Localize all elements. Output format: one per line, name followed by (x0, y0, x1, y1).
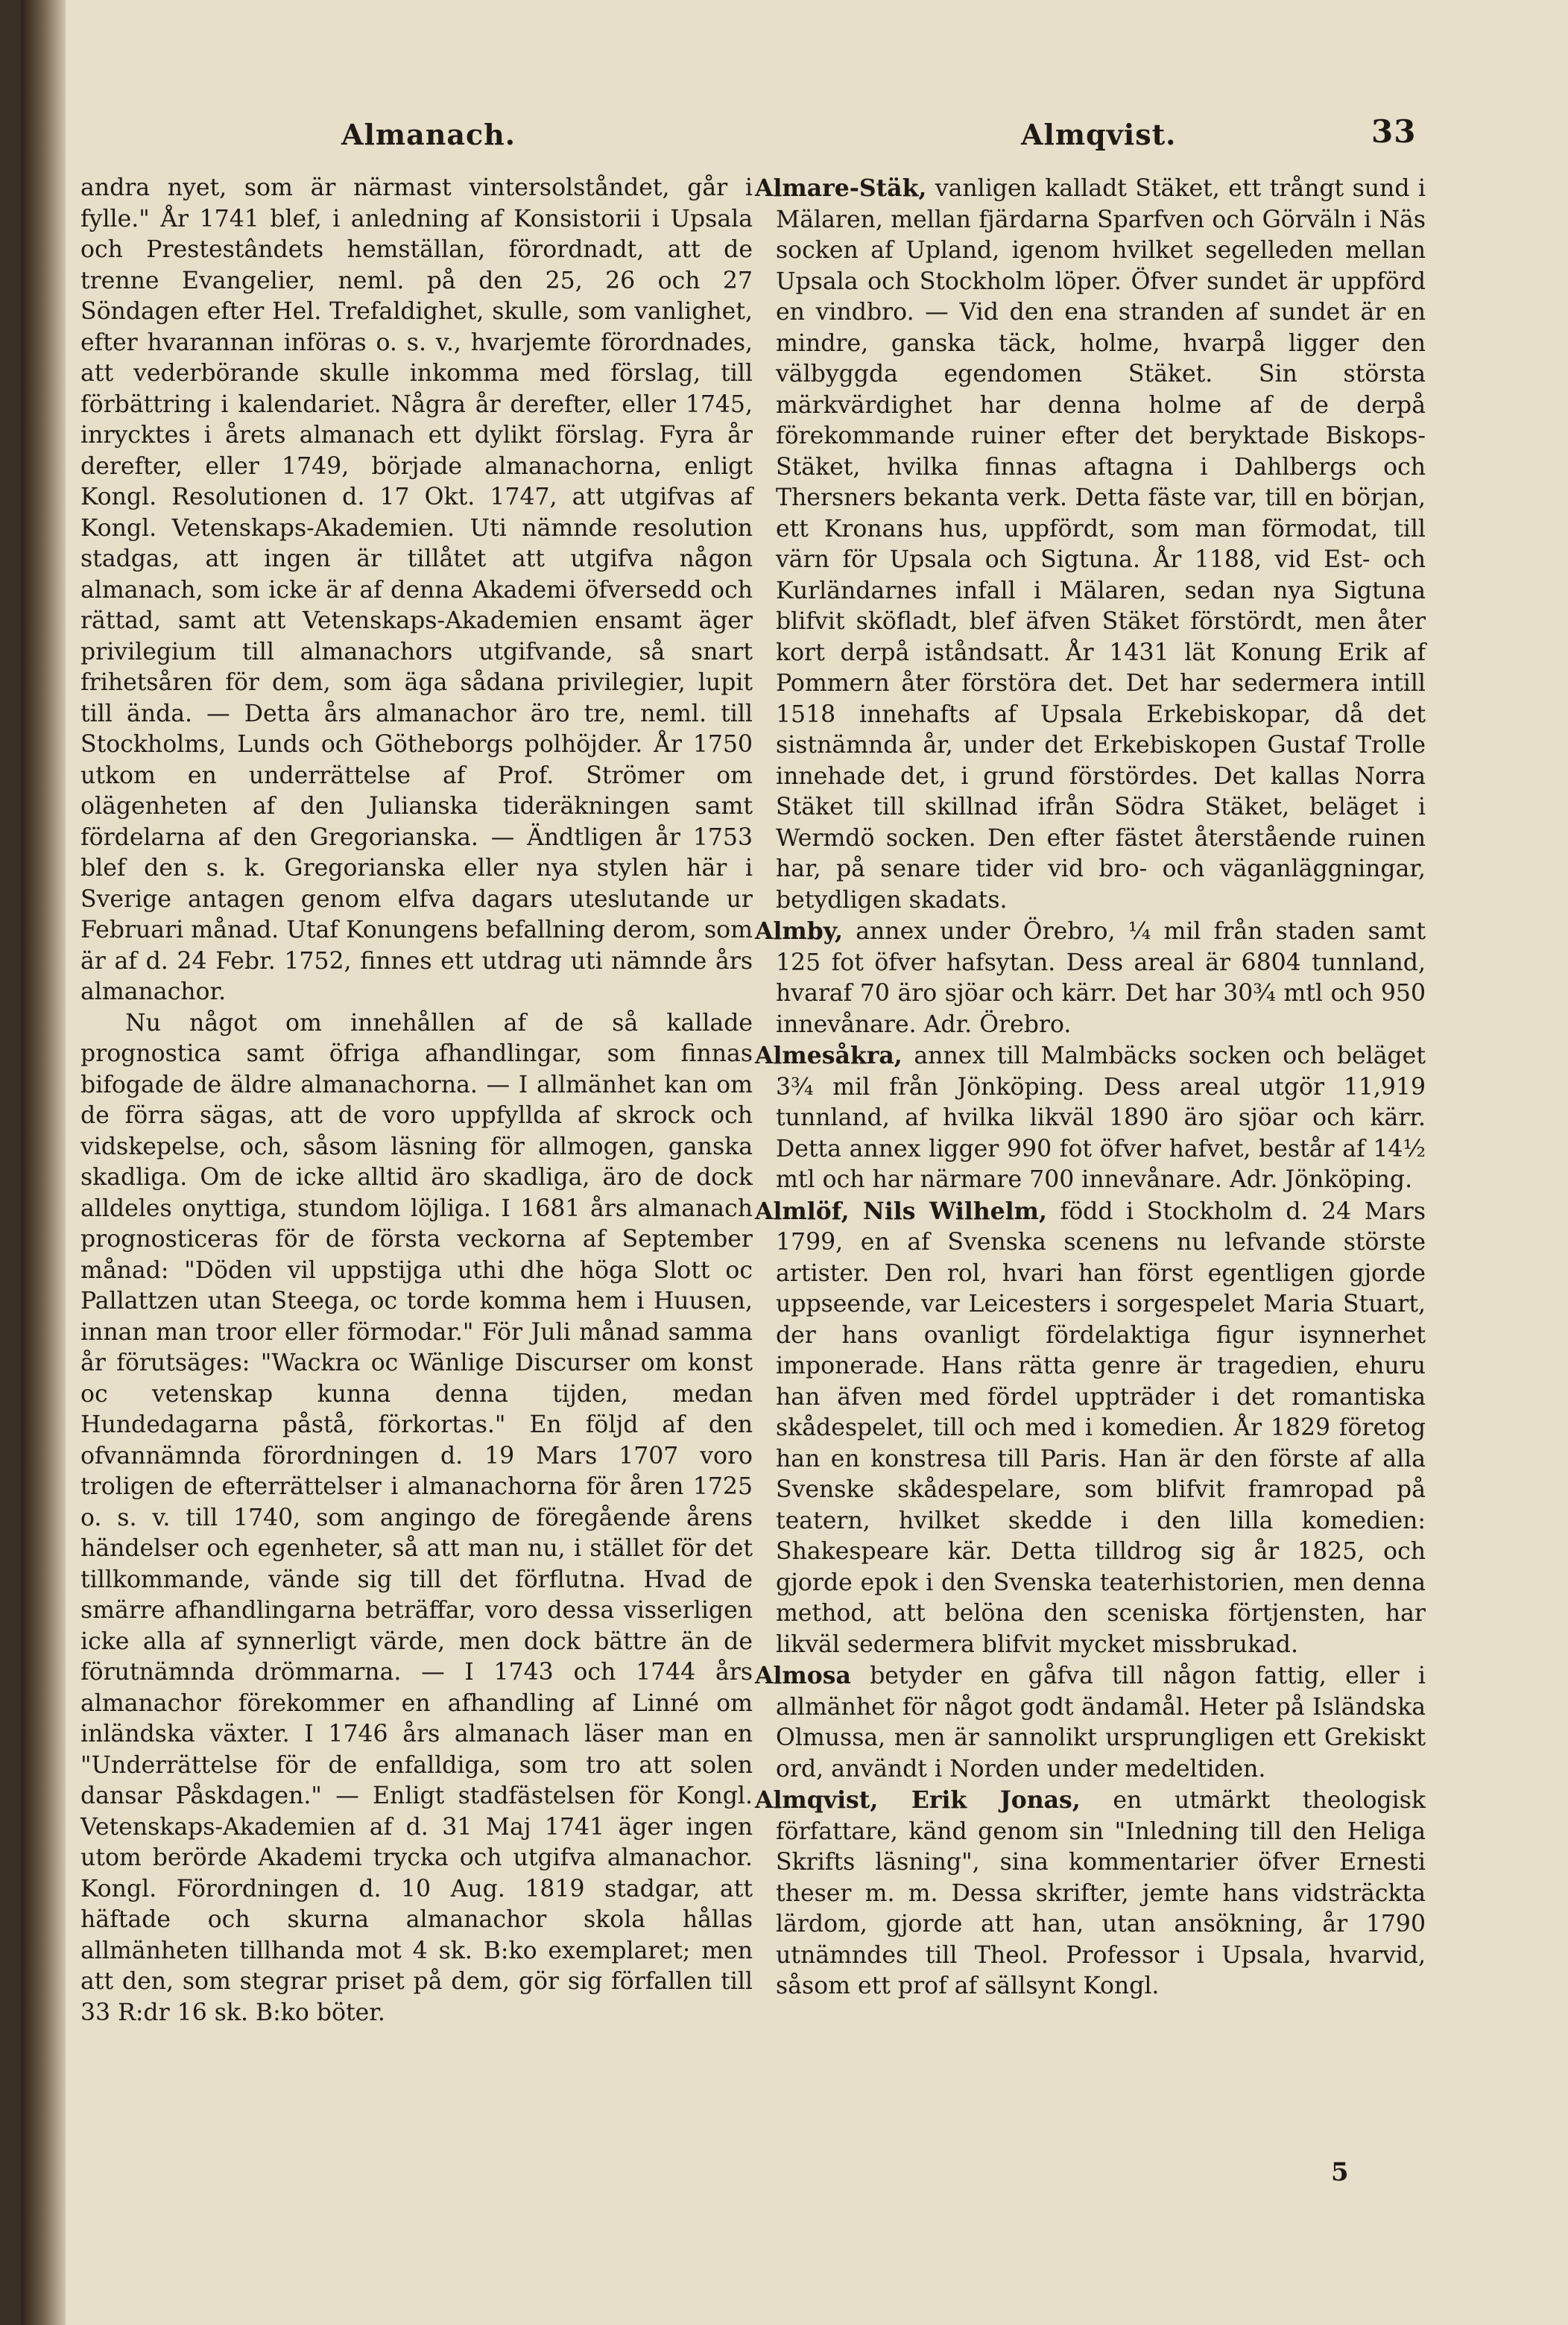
dictionary-entry (755, 916, 1426, 1040)
dictionary-entry (755, 1040, 1426, 1196)
entry-text: betyder en gåfva till någon fattig, eller i allmänhet för något godt ändamål. Heter på Isländska Olmussa, men är sannolikt ursprungligen ett Grekiskt ord, användt i Norden under medeltiden. (776, 1663, 1426, 1782)
binding-gutter (21, 0, 66, 2325)
right-column (755, 173, 1426, 2002)
running-head-right: Almqvist. (1021, 118, 1177, 151)
entry-text: annex under Örebro, ¼ mil från staden samt 125 fot öfver hafsytan. Dess areal är 6804 tunnland, hvaraf 70 äro sjöar och kärr. Det har 30¾ mtl och 950 innevånare. Adr. Örebro. (776, 918, 1426, 1038)
entry-text: vanligen kalladt Stäket, ett trångt sund i Mälaren, mellan fjärdarna Sparfven och Görväln i Näs socken af Upland, igenom hvilket segelleden mellan Upsala och Stockholm löper. Öfver sundet är uppförd en vindbro. — Vid den ena stranden af sundet är en mindre, ganska täck, holme, hvarpå ligger den välbyggda egendomen Stäket. Sin största märkvärdighet har denna holme af de derpå förekommande ruiner efter det beryktade Biskops-Stäket, hvilka finnas aftagna i Dahlbergs och Thersners bekanta verk. Detta fäste var, till en början, ett Kronans hus, uppfördt, som man förmodat, till värn för Upsala och Sigtuna. År 1188, vid Est- och Kurländarnes infall i Mälaren, sedan nya Sigtuna blifvit sköfladt, blef äfven Stäket förstördt, men åter kort derpå iståndsatt. År 1431 lät Konung Erik af Pommern åter förstöra det. Det har sedermera intill 1518 innehafts af Upsala Erkebiskopar, då det sistnämnda år, under det Erkebiskopen Gustaf Trolle innehade det, i grund förstördes. Det kallas Norra Stäket till skillnad ifrån Södra Stäket, beläget i Wermdö socken. Den efter fästet återstående ruinen har, på senare tider vid bro- och väganläggningar, betydligen skadats. (776, 175, 1426, 914)
paragraph: Nu något om innehållen af de så kallade prognostica samt öfriga afhandlingar, som finnas bifogade de äldre almanachorna. — I allmänhet kan om de förra sägas, att de voro uppfyllda af skrock och vidskepelse, och, såsom läsning för allmogen, ganska skadliga. Om de icke alltid äro skadliga, äro de dock alldeles onyttiga, stundom löjliga. I 1681 års almanach prognosticeras för de första veckorna af September månad: "Döden vil uppstijga uthi dhe höga Slott oc Pallattzen utan Steega, oc torde komma hem i Huusen, innan man troor eller förmodar." För Juli månad samma år förutsäges: "Wackra oc Wänlige Discurser om konst oc vetenskap kunna denna tijden, medan Hundedagarna påstå, förkortas." En följd af den ofvannämnda förordningen d. 19 Mars 1707 voro troligen de efterrättelser i almanachorna för åren 1725 o. s. v. till 1740, som angingo de föregående årens händelser och egenheter, så att man nu, i stället för det tillkommande, vände sig till det förflutna. Hvad de smärre afhandlingarna beträffar, voro dessa visserligen icke alla af synnerligt värde, men dock bättre än de förutnämnda drömmarna. — I 1743 och 1744 års almanachor förekommer en afhandling af Linné om inländska växter. I 1746 års almanach läser man en "Underrättelse för de enfalldiga, som tro att solen dansar Påskdagen." — Enligt stadfästelsen för Kongl. Vetenskaps-Akademien af d. 31 Maj 1741 äger ingen utom berörde Akademi trycka och utgifva almanachor. Kongl. Förordningen d. 10 Aug. 1819 stadgar, att häftade och skurna almanachor skola hållas allmänheten tillhanda mot 4 sk. B:ko exemplaret; men att den, som stegrar priset på dem, gör sig förfallen till 33 R:dr 16 sk. B:ko böter. (80, 1009, 753, 2026)
paragraph: andra nyet, som är närmast vintersolståndet, går i fylle." År 1741 blef, i anledning af Konsistorii i Upsala och Prestestândets hemställan, förordnadt, att de trenne Evangelier, neml. på den 25, 26 och 27 Söndagen efter Hel. Trefaldighet, skulle, som vanlighet, efter hvarannan införas o. s. v., hvarjemte förordnades, att vederbörande skulle inkomma med förslag, till förbättring i kalendariet. Några år derefter, eller 1745, inrycktes i årets almanach ett dylikt förslag. Fyra år derefter, eller 1749, började almanachorna, enligt Kongl. Resolutionen d. 17 Okt. 1747, att utgifvas af Kongl. Vetenskaps-Akademien. Uti nämnde resolution stadgas, att ingen är tillåtet att utgifva någon almanach, som icke är af denna Akademi öfversedd och rättad, samt att Vetenskaps-Akademien ensamt äger privilegium till almanachors utgifvande, så snart frihetsåren för dem, som äga sådana privilegier, lupit till ända. — Detta års almanachor äro tre, neml. till Stockholms, Lunds och Götheborgs polhöjder. År 1750 utkom en underrättelse af Prof. Strömer om olägenheten af den Julianska tideräkningen samt fördelarna af den Gregorianska. — Ändtligen år 1753 blef den s. k. Gregorianska eller nya stylen här i Sverige antagen genom elfva dagars uteslutande ur Februari månad. Utaf Konungens befallning derom, som är af d. 24 Febr. 1752, finnes ett utdrag uti nämnde års almanachor. (80, 174, 753, 1005)
entry-headword: Almby, (755, 917, 844, 945)
left-column (80, 173, 753, 2028)
entry-text: annex till Malmbäcks socken och beläget 3¾ mil från Jönköping. Dess areal utgör 11,919 tunnland, af hvilka likväl 1890 äro sjöar och kärr. Detta annex ligger 990 fot öfver hafvet, består af 14½ mtl och har närmare 700 innevånare. Adr. Jönköping. (776, 1043, 1426, 1193)
entry-headword: Almosa (755, 1662, 851, 1689)
entry-text: en utmärkt theologisk författare, känd genom sin "Inledning till den Heliga Skrifts läsning", sina kommentarier öfver Ernesti theser m. m. Dessa skrifter, jemte hans vidsträckta lärdom, gjorde att han, utan ansökning, år 1790 utnämndes till Theol. Professor i Upsala, hvarvid, såsom ett prof af sällsynt Kongl. (776, 1787, 1426, 1999)
dictionary-entry (755, 1660, 1426, 1785)
dictionary-entry (755, 173, 1426, 916)
page-number: 33 (1371, 113, 1417, 150)
entry-headword: Almare-Stäk, (755, 174, 927, 202)
entry-headword: Almesåkra, (755, 1042, 902, 1069)
running-head-left: Almanach. (341, 118, 516, 151)
entry-headword: Almlöf, Nils Wilhelm, (755, 1197, 1047, 1225)
entry-headword: Almqvist, Erik Jonas, (755, 1786, 1081, 1814)
signature-mark: 5 (1331, 2157, 1349, 2187)
dictionary-entry (755, 1785, 1426, 2002)
dictionary-entry (755, 1196, 1426, 1661)
entry-text: född i Stockholm d. 24 Mars 1799, en af Svenska scenens nu lefvande störste artister. Den rol, hvari han först egentligen gjorde uppseende, var Leicesters i sorgespelet Maria Stuart, der hans ovanligt fördelaktiga figur isynnerhet imponerade. Hans rätta genre är tragedien, ehuru han äfven med fördel uppträder i det romantiska skådespelet, till och med i komedien. År 1829 företog han en konstresa till Paris. Han är den förste af alla Svenske skådespelare, som blifvit framropad på teatern, hvilket skedde i den lilla komedien: Shakespeare kär. Detta tilldrog sig år 1825, och gjorde epok i den Svenska teaterhistorien, men denna method, att belöna den sceniska förtjensten, har likväl sedermera blifvit mycket missbrukad. (776, 1198, 1426, 1658)
book-page (21, 0, 1568, 2325)
